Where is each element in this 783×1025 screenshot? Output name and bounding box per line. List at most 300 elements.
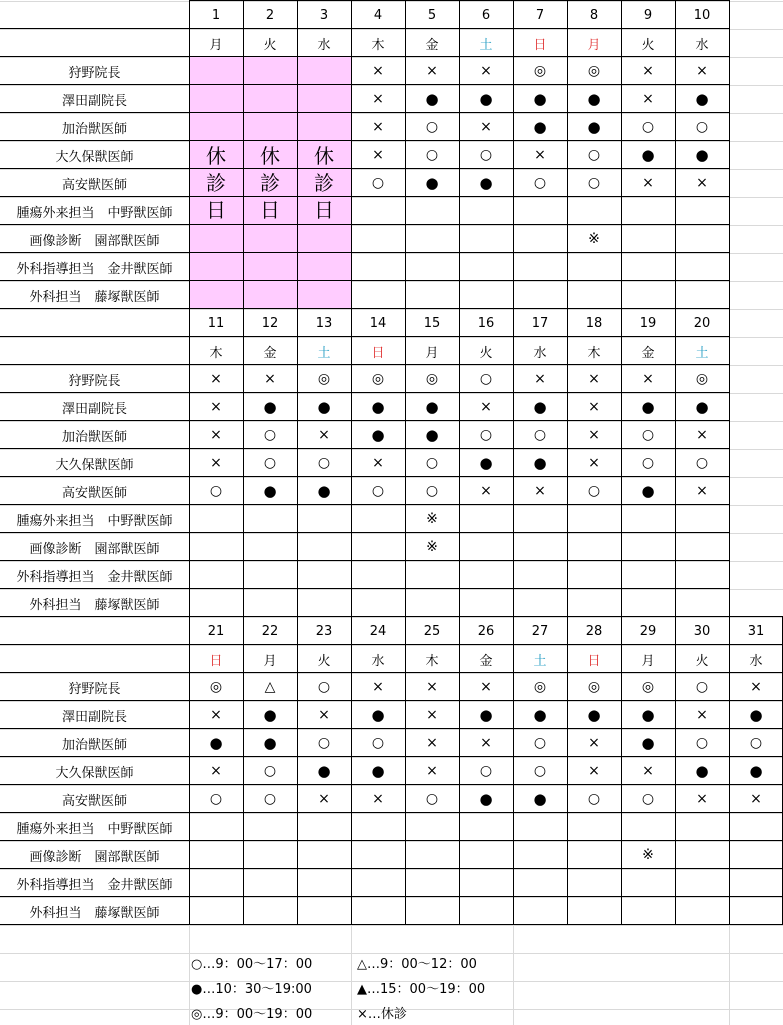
day-number: 30 <box>693 623 711 639</box>
sheet-gridline-v <box>513 925 514 1025</box>
closed-day-char: 日 <box>260 197 280 222</box>
day-number: 16 <box>477 315 495 331</box>
schedule-mark: ○ <box>425 147 439 163</box>
schedule-mark: × <box>642 371 654 387</box>
table-border-v <box>459 616 460 924</box>
table-border-h <box>0 728 783 729</box>
day-number: 9 <box>643 7 653 23</box>
weekday-label: 火 <box>695 653 709 669</box>
staff-name: 狩野院長 <box>68 373 121 389</box>
schedule-mark: ※ <box>642 847 654 863</box>
weekday-label: 火 <box>263 37 277 53</box>
table-border-h <box>0 56 729 57</box>
schedule-mark: × <box>642 63 654 79</box>
sheet-gridline-h <box>0 925 783 926</box>
staff-name: 高安獣医師 <box>61 485 127 501</box>
schedule-mark: ● <box>425 426 439 444</box>
legend-item: ●…10：30～19:00 <box>191 981 312 997</box>
schedule-mark: ○ <box>641 455 655 471</box>
schedule-mark: ○ <box>641 427 655 443</box>
table-border-v <box>351 616 352 924</box>
schedule-mark: × <box>750 791 762 807</box>
schedule-mark: ● <box>317 482 331 500</box>
schedule-mark: × <box>480 483 492 499</box>
schedule-mark: × <box>372 119 384 135</box>
schedule-mark: ○ <box>425 483 439 499</box>
day-number: 8 <box>589 7 599 23</box>
weekday-label: 日 <box>209 653 223 669</box>
weekday-label: 水 <box>533 345 547 361</box>
schedule-mark: × <box>534 371 546 387</box>
weekday-label: 水 <box>749 653 763 669</box>
staff-name: 狩野院長 <box>68 65 121 81</box>
day-number: 24 <box>369 623 387 639</box>
schedule-mark: ◎ <box>587 63 601 79</box>
table-border-v <box>189 0 190 308</box>
day-number: 22 <box>261 623 279 639</box>
schedule-mark: ● <box>587 90 601 108</box>
table-border-h <box>0 784 783 785</box>
schedule-mark: × <box>210 763 222 779</box>
staff-name: 腫瘍外来担当 中野獣医師 <box>16 821 173 837</box>
weekday-label: 金 <box>479 653 493 669</box>
table-border-h <box>0 588 729 589</box>
schedule-mark: ○ <box>479 147 493 163</box>
table-border-v <box>297 616 298 924</box>
table-border-v <box>513 616 514 924</box>
schedule-mark: × <box>750 679 762 695</box>
schedule-mark: ○ <box>749 735 763 751</box>
schedule-mark: ○ <box>479 371 493 387</box>
schedule-mark: ○ <box>425 455 439 471</box>
schedule-mark: × <box>534 147 546 163</box>
table-border-h <box>0 196 729 197</box>
schedule-mark: ○ <box>533 175 547 191</box>
schedule-mark: × <box>426 679 438 695</box>
schedule-mark: ○ <box>641 119 655 135</box>
schedule-mark: × <box>588 427 600 443</box>
schedule-mark: ● <box>479 706 493 724</box>
schedule-mark: ● <box>641 482 655 500</box>
table-border-h <box>0 504 729 505</box>
closed-day-char: 診 <box>260 170 280 195</box>
schedule-mark: ○ <box>263 427 277 443</box>
table-border-h <box>0 896 783 897</box>
table-border-h <box>0 84 729 85</box>
weekday-label: 金 <box>425 37 439 53</box>
day-number: 19 <box>639 315 657 331</box>
schedule-mark: × <box>480 399 492 415</box>
schedule-mark: ○ <box>695 119 709 135</box>
schedule-mark: × <box>426 735 438 751</box>
schedule-mark: ● <box>263 398 277 416</box>
schedule-mark: × <box>210 707 222 723</box>
table-border-v <box>351 308 352 616</box>
table-border-v <box>675 0 676 308</box>
schedule-mark: ● <box>209 734 223 752</box>
schedule-mark: × <box>696 63 708 79</box>
weekday-label: 土 <box>695 345 709 361</box>
schedule-mark: × <box>318 707 330 723</box>
schedule-mark: ○ <box>317 679 331 695</box>
weekday-label: 日 <box>533 37 547 53</box>
table-border-h <box>0 756 783 757</box>
table-border-v <box>675 308 676 616</box>
legend-item: △…9：00～12：00 <box>357 956 477 972</box>
schedule-mark: × <box>588 399 600 415</box>
schedule-mark: ● <box>695 398 709 416</box>
schedule-mark: ● <box>371 398 385 416</box>
schedule-mark: ● <box>749 762 763 780</box>
schedule-mark: ○ <box>263 791 277 807</box>
schedule-mark: × <box>588 371 600 387</box>
schedule-mark: × <box>588 455 600 471</box>
day-number: 29 <box>639 623 657 639</box>
schedule-mark: ○ <box>587 483 601 499</box>
schedule-mark: ○ <box>425 791 439 807</box>
staff-name: 画像診断 園部獣医師 <box>29 233 160 249</box>
table-border-h <box>0 112 729 113</box>
table-border-v <box>405 0 406 308</box>
schedule-mark: × <box>372 63 384 79</box>
table-border-v <box>459 0 460 308</box>
weekday-label: 金 <box>641 345 655 361</box>
day-number: 15 <box>423 315 441 331</box>
staff-name: 狩野院長 <box>68 681 121 697</box>
table-border-h <box>0 532 729 533</box>
schedule-mark: ● <box>695 146 709 164</box>
staff-name: 外科担当 藤塚獣医師 <box>29 289 160 305</box>
schedule-mark: ○ <box>479 427 493 443</box>
schedule-mark: × <box>642 175 654 191</box>
schedule-mark: ● <box>587 118 601 136</box>
table-border-h <box>189 616 783 617</box>
table-border-v <box>729 616 730 924</box>
schedule-mark: ● <box>695 90 709 108</box>
schedule-mark: × <box>372 791 384 807</box>
schedule-mark: ◎ <box>695 371 709 387</box>
schedule-mark: ● <box>317 762 331 780</box>
table-border-v <box>297 308 298 616</box>
schedule-mark: ○ <box>371 483 385 499</box>
schedule-mark: ○ <box>695 455 709 471</box>
weekday-label: 木 <box>371 37 385 53</box>
schedule-mark: × <box>210 399 222 415</box>
table-border-h <box>0 140 729 141</box>
weekday-label: 水 <box>317 37 331 53</box>
table-border-h <box>0 560 729 561</box>
closed-day-char: 日 <box>314 197 334 222</box>
staff-name: 澤田副院長 <box>61 93 127 109</box>
day-number: 5 <box>427 7 437 23</box>
weekday-label: 土 <box>533 653 547 669</box>
day-number: 20 <box>693 315 711 331</box>
weekday-label: 土 <box>317 345 331 361</box>
table-border-h <box>0 252 729 253</box>
schedule-mark: × <box>588 735 600 751</box>
day-number: 27 <box>531 623 549 639</box>
day-number: 25 <box>423 623 441 639</box>
schedule-mark: ● <box>587 706 601 724</box>
staff-name: 外科指導担当 金井獣医師 <box>16 877 173 893</box>
schedule-mark: ● <box>425 90 439 108</box>
closed-day-char: 診 <box>206 170 226 195</box>
schedule-mark: ※ <box>588 231 600 247</box>
schedule-mark: × <box>696 175 708 191</box>
weekday-label: 火 <box>641 37 655 53</box>
staff-name: 腫瘍外来担当 中野獣医師 <box>16 205 173 221</box>
table-border-h <box>0 336 729 337</box>
table-border-h <box>0 924 783 925</box>
closed-day-char: 休 <box>314 143 334 168</box>
schedule-mark: × <box>480 679 492 695</box>
day-number: 21 <box>207 623 225 639</box>
table-border-h <box>0 280 729 281</box>
schedule-mark: ● <box>533 90 547 108</box>
table-border-v <box>621 0 622 308</box>
weekday-label: 金 <box>263 345 277 361</box>
table-border-h <box>0 364 729 365</box>
staff-name: 外科担当 藤塚獣医師 <box>29 597 160 613</box>
schedule-mark: ○ <box>263 455 277 471</box>
schedule-mark: ● <box>641 706 655 724</box>
weekday-label: 火 <box>317 653 331 669</box>
table-border-v <box>513 0 514 308</box>
schedule-mark: ● <box>317 398 331 416</box>
day-number: 18 <box>585 315 603 331</box>
table-border-v <box>405 308 406 616</box>
weekday-label: 木 <box>209 345 223 361</box>
staff-name: 加治獣医師 <box>61 737 127 753</box>
closed-day-label <box>297 57 351 309</box>
schedule-mark: × <box>426 63 438 79</box>
table-border-h <box>0 700 783 701</box>
schedule-mark: ● <box>533 706 547 724</box>
schedule-mark: ● <box>533 118 547 136</box>
day-number: 17 <box>531 315 549 331</box>
day-number: 26 <box>477 623 495 639</box>
schedule-mark: ○ <box>587 147 601 163</box>
schedule-mark: × <box>210 427 222 443</box>
schedule-mark: ○ <box>317 735 331 751</box>
sheet-gridline-v <box>189 925 190 1025</box>
sheet-gridline-v <box>351 925 352 1025</box>
table-border-v <box>189 616 190 924</box>
schedule-mark: ● <box>641 734 655 752</box>
staff-name: 外科指導担当 金井獣医師 <box>16 261 173 277</box>
schedule-mark: ● <box>425 174 439 192</box>
schedule-mark: ◎ <box>533 63 547 79</box>
schedule-mark: ● <box>533 398 547 416</box>
table-border-v <box>729 308 730 616</box>
staff-name: 外科指導担当 金井獣医師 <box>16 569 173 585</box>
staff-name: 大久保獣医師 <box>55 149 134 165</box>
schedule-mark: × <box>588 763 600 779</box>
schedule-mark: ● <box>533 790 547 808</box>
day-number: 4 <box>373 7 383 23</box>
table-border-v <box>675 616 676 924</box>
schedule-mark: × <box>264 371 276 387</box>
staff-name: 外科担当 藤塚獣医師 <box>29 905 160 921</box>
schedule-mark: × <box>642 91 654 107</box>
schedule-mark: × <box>480 119 492 135</box>
day-number: 11 <box>207 315 225 331</box>
closed-day-char: 日 <box>206 197 226 222</box>
table-border-v <box>405 616 406 924</box>
schedule-mark: ● <box>641 146 655 164</box>
staff-name: 加治獣医師 <box>61 429 127 445</box>
schedule-mark: × <box>696 427 708 443</box>
schedule-mark: ● <box>371 706 385 724</box>
table-border-v <box>243 0 244 308</box>
schedule-mark: ○ <box>317 455 331 471</box>
schedule-mark: △ <box>264 679 276 695</box>
schedule-mark: ※ <box>426 539 438 555</box>
table-border-h <box>0 448 729 449</box>
weekday-label: 月 <box>209 37 223 53</box>
schedule-mark: × <box>480 735 492 751</box>
schedule-mark: ◎ <box>533 679 547 695</box>
schedule-mark: ◎ <box>641 679 655 695</box>
staff-name: 澤田副院長 <box>61 401 127 417</box>
schedule-mark: ● <box>263 734 277 752</box>
staff-name: 加治獣医師 <box>61 121 127 137</box>
table-border-h <box>0 168 729 169</box>
schedule-mark: × <box>318 791 330 807</box>
schedule-mark: × <box>426 707 438 723</box>
weekday-label: 水 <box>371 653 385 669</box>
schedule-mark: × <box>372 679 384 695</box>
table-border-h <box>0 868 783 869</box>
schedule-mark: ○ <box>533 735 547 751</box>
weekday-label: 土 <box>479 37 493 53</box>
weekday-label: 月 <box>425 345 439 361</box>
day-number: 23 <box>315 623 333 639</box>
schedule-mark: ● <box>479 790 493 808</box>
day-number: 31 <box>747 623 765 639</box>
schedule-mark: ● <box>479 174 493 192</box>
schedule-mark: × <box>372 147 384 163</box>
day-number: 13 <box>315 315 333 331</box>
day-number: 14 <box>369 315 387 331</box>
schedule-mark: ● <box>425 398 439 416</box>
table-border-v <box>729 0 730 308</box>
schedule-mark: ○ <box>425 119 439 135</box>
staff-name: 画像診断 園部獣医師 <box>29 849 160 865</box>
day-number: 28 <box>585 623 603 639</box>
schedule-mark: ○ <box>533 763 547 779</box>
schedule-mark: ● <box>479 90 493 108</box>
schedule-mark: ○ <box>371 175 385 191</box>
day-number: 12 <box>261 315 279 331</box>
table-border-v <box>567 308 568 616</box>
table-border-v <box>621 308 622 616</box>
day-number: 1 <box>211 7 221 23</box>
schedule-mark: × <box>426 763 438 779</box>
table-border-h <box>0 392 729 393</box>
table-border-v <box>567 0 568 308</box>
schedule-mark: × <box>534 483 546 499</box>
staff-name: 腫瘍外来担当 中野獣医師 <box>16 513 173 529</box>
closed-day-char: 休 <box>206 143 226 168</box>
table-border-h <box>0 812 783 813</box>
table-border-v <box>243 308 244 616</box>
day-number: 7 <box>535 7 545 23</box>
schedule-mark: ◎ <box>209 679 223 695</box>
table-border-v <box>621 616 622 924</box>
staff-name: 高安獣医師 <box>61 793 127 809</box>
legend-item: ◎…9：00～19：00 <box>191 1006 313 1022</box>
schedule-mark: × <box>696 791 708 807</box>
schedule-mark: ○ <box>695 679 709 695</box>
schedule-mark: × <box>696 707 708 723</box>
schedule-mark: × <box>372 91 384 107</box>
table-border-h <box>0 476 729 477</box>
day-number: 6 <box>481 7 491 23</box>
legend-item: ○…9：00～17：00 <box>191 956 313 972</box>
schedule-mark: ● <box>263 482 277 500</box>
table-border-h <box>0 420 729 421</box>
table-border-h <box>0 28 729 29</box>
schedule-mark: × <box>318 427 330 443</box>
table-border-v <box>351 0 352 308</box>
schedule-mark: × <box>210 455 222 471</box>
schedule-mark: ○ <box>371 735 385 751</box>
weekday-label: 水 <box>695 37 709 53</box>
staff-name: 大久保獣医師 <box>55 457 134 473</box>
schedule-mark: ○ <box>641 791 655 807</box>
day-number: 10 <box>693 7 711 23</box>
sheet-gridline-v <box>729 925 730 1025</box>
schedule-mark: ◎ <box>425 371 439 387</box>
weekday-label: 日 <box>587 653 601 669</box>
schedule-mark: ● <box>479 454 493 472</box>
schedule-mark: × <box>480 63 492 79</box>
closed-day-label <box>189 57 243 309</box>
staff-name: 大久保獣医師 <box>55 765 134 781</box>
table-border-h <box>0 644 783 645</box>
weekday-label: 木 <box>425 653 439 669</box>
day-number: 2 <box>265 7 275 23</box>
weekday-label: 月 <box>641 653 655 669</box>
schedule-mark: ◎ <box>371 371 385 387</box>
table-border-v <box>243 616 244 924</box>
closed-day-char: 休 <box>260 143 280 168</box>
schedule-mark: ○ <box>209 791 223 807</box>
table-border-h <box>0 672 783 673</box>
schedule-mark: ● <box>641 398 655 416</box>
closed-day-label <box>243 57 297 309</box>
staff-name: 高安獣医師 <box>61 177 127 193</box>
legend-item: ▲…15：00～19：00 <box>357 981 486 997</box>
staff-name: 画像診断 園部獣医師 <box>29 541 160 557</box>
table-border-v <box>459 308 460 616</box>
staff-name: 澤田副院長 <box>61 709 127 725</box>
table-border-v <box>189 308 190 616</box>
schedule-mark: ● <box>371 426 385 444</box>
schedule-mark: ○ <box>587 791 601 807</box>
schedule-mark: × <box>642 763 654 779</box>
schedule-mark: ○ <box>209 483 223 499</box>
weekday-label: 日 <box>371 345 385 361</box>
schedule-mark: ● <box>263 706 277 724</box>
table-border-v <box>297 0 298 308</box>
schedule-mark: ● <box>695 762 709 780</box>
table-border-v <box>567 616 568 924</box>
table-border-v <box>513 308 514 616</box>
closed-day-char: 診 <box>314 170 334 195</box>
weekday-label: 月 <box>587 37 601 53</box>
